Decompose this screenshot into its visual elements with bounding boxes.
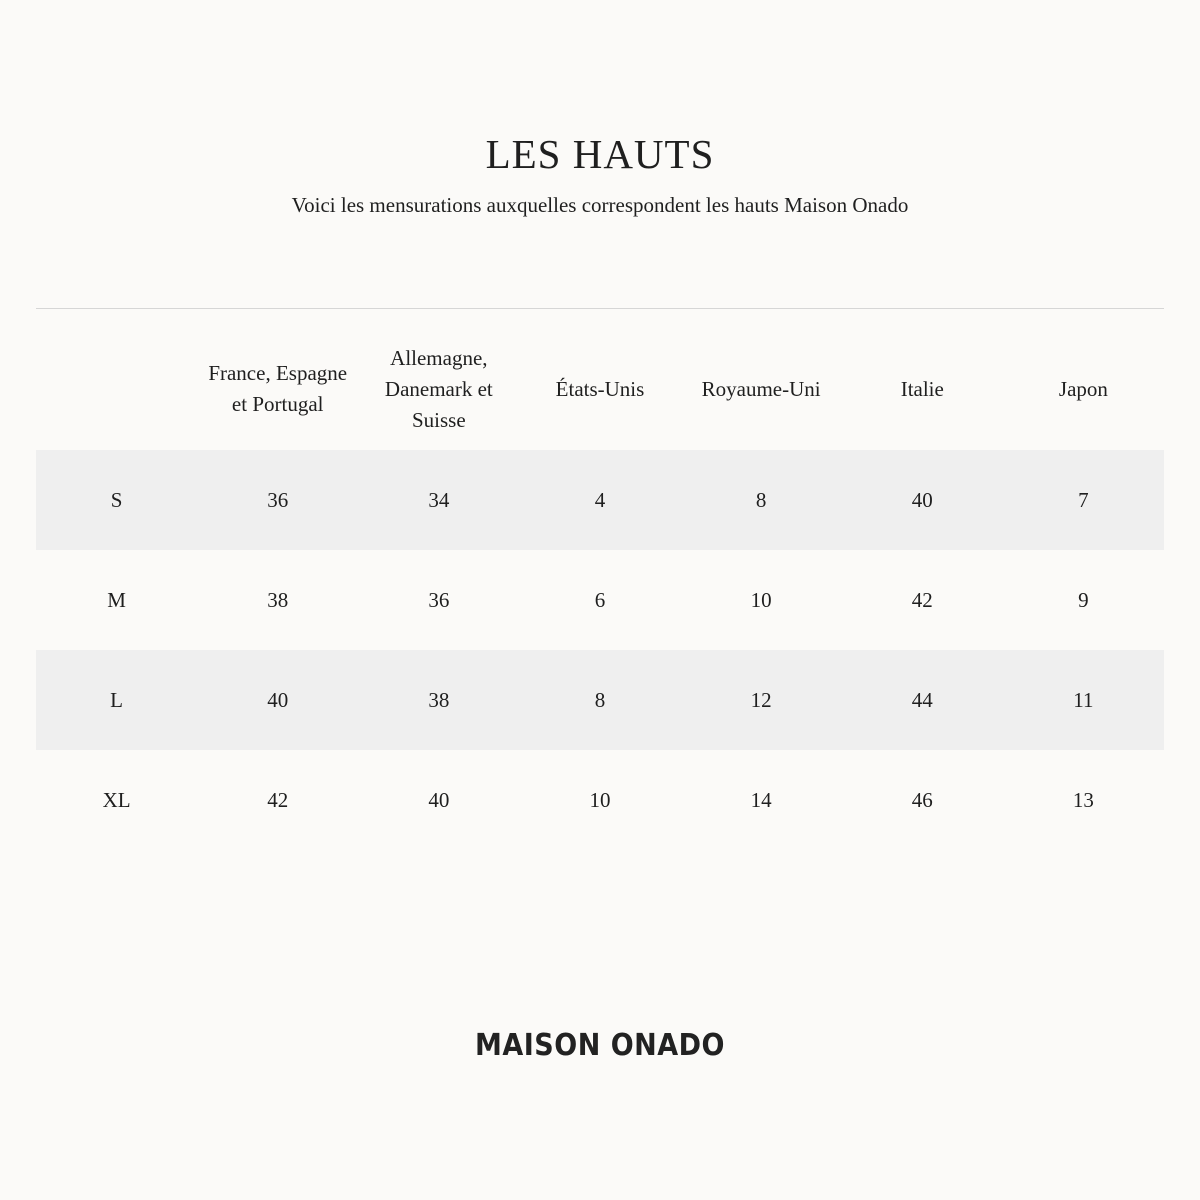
table-cell: 12 — [681, 650, 842, 750]
table-row — [36, 550, 1164, 650]
table-cell: 10 — [589, 787, 611, 812]
table-cell: 40 — [197, 650, 358, 750]
table-cell: 7 — [1003, 450, 1164, 550]
brand-logo: MAISON ONADO — [474, 1028, 725, 1063]
table-header-row — [36, 328, 1164, 450]
size-label-cell: L — [36, 650, 197, 750]
table-cell: 40 — [428, 787, 450, 812]
table-cell: 36 — [428, 587, 450, 612]
table-cell: 38 — [267, 587, 289, 612]
column-header-italy: Italie — [900, 376, 944, 401]
size-chart-table — [36, 328, 1164, 850]
column-header-united-states: États-Unis — [555, 376, 645, 401]
table-cell: 42 — [267, 787, 289, 812]
table-cell: 34 — [358, 450, 519, 550]
table-cell: 10 — [750, 587, 772, 612]
column-header-size — [36, 328, 197, 450]
column-header-germany-denmark-switzerland: Allemagne, Danemark et Suisse — [384, 345, 493, 432]
table-cell: 8 — [681, 450, 842, 550]
table-cell: 40 — [842, 450, 1003, 550]
size-label-cell: S — [36, 450, 197, 550]
size-label-cell: M — [107, 587, 126, 612]
table-cell: 9 — [1078, 587, 1089, 612]
table-cell: 8 — [519, 650, 680, 750]
page-subtitle: Voici les mensurations auxquelles correspondent les hauts Maison Onado — [291, 193, 909, 217]
page-title: LES HAUTS — [485, 131, 715, 177]
table-divider — [36, 308, 1164, 309]
table-cell: 42 — [911, 587, 933, 612]
column-header-japan: Japon — [1058, 376, 1108, 401]
table-cell: 4 — [519, 450, 680, 550]
table-cell: 6 — [594, 587, 606, 612]
table-cell: 11 — [1003, 650, 1164, 750]
table-cell: 38 — [358, 650, 519, 750]
table-cell: 36 — [197, 450, 358, 550]
table-cell: 13 — [1072, 787, 1094, 812]
column-header-united-kingdom: Royaume-Uni — [701, 376, 821, 401]
table-row — [36, 450, 1164, 550]
table-cell: 14 — [750, 787, 772, 812]
column-header-france-spain-portugal: France, Espagne et Portugal — [208, 361, 348, 416]
table-cell: 44 — [842, 650, 1003, 750]
size-label-cell: XL — [102, 787, 131, 812]
table-row — [36, 650, 1164, 750]
table-cell: 46 — [911, 787, 933, 812]
table-row — [36, 750, 1164, 850]
